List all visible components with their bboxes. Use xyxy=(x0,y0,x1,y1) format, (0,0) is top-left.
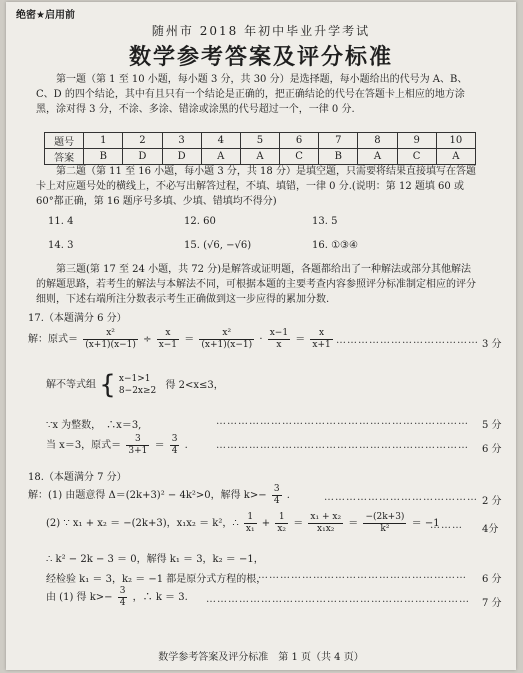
operator: · xyxy=(259,334,263,345)
fill-answer-14: 14. 3 xyxy=(48,240,74,251)
table-cell: B xyxy=(319,149,358,165)
denominator: x₁ xyxy=(245,524,255,534)
line-end: ＝ −1 xyxy=(411,518,440,529)
fill-answer-12: 12. 60 xyxy=(184,216,216,227)
operator: ＝ xyxy=(154,440,165,451)
denominator: x₂ xyxy=(277,524,287,534)
numerator: 1 xyxy=(275,512,288,524)
table-row-answers xyxy=(45,149,476,165)
q17-inequality xyxy=(46,372,224,398)
fraction xyxy=(268,328,290,351)
table-cell: D xyxy=(123,149,162,165)
q18-heading: 18.（本题满分 7 分） xyxy=(28,472,127,483)
numerator: x² xyxy=(199,328,254,340)
dot-leader: …………………………………… xyxy=(324,492,478,503)
dot-leader: …………………………………………………………… xyxy=(216,440,469,451)
line-end: ，∴ k ＝ 3. xyxy=(132,592,188,603)
fraction xyxy=(275,512,288,535)
denominator: 4 xyxy=(171,446,178,456)
q17-line4 xyxy=(46,434,188,457)
brace-icon: { xyxy=(99,370,116,400)
part2-instructions: 第二题（第 11 至 16 小题，每小题 3 分，共 18 分）是填空题，只需要将结果直接填写在答题卡上对应题号处的横线上，不必写出解答过程，不填、填错，一律 0 分.(说明：第 12 题填 60 或 60°都正确，第 16 题序号多填、少填、错填均不得分) xyxy=(36,166,476,207)
numerator: x₁ + x₂ xyxy=(310,512,342,522)
denominator: 4 xyxy=(273,496,280,506)
q18-line5 xyxy=(46,586,188,609)
fill-answer-11: 11. 4 xyxy=(48,216,74,227)
denominator: k² xyxy=(380,524,390,534)
fraction xyxy=(363,512,406,535)
dot-leader: ……………………………………………………………… xyxy=(206,594,470,605)
table-cell: C xyxy=(280,149,319,165)
denominator: (x+1)(x−1) xyxy=(201,340,253,350)
table-cell: D xyxy=(162,149,201,165)
table-cell: 2 xyxy=(123,133,162,149)
table-cell: 7 xyxy=(319,133,358,149)
q18-line2 xyxy=(46,512,440,535)
fraction xyxy=(199,328,254,351)
fraction xyxy=(170,434,180,457)
fraction xyxy=(126,434,149,457)
numerator: x xyxy=(310,328,332,340)
fraction xyxy=(308,512,343,535)
table-row-numbers xyxy=(45,133,476,149)
operator: + xyxy=(261,518,271,529)
dot-leader: ………………………………………………… xyxy=(258,570,467,581)
table-cell: A xyxy=(201,149,240,165)
fill-answer-13: 13. 5 xyxy=(312,216,338,227)
numerator: 3 xyxy=(273,484,280,494)
numerator: x xyxy=(157,328,179,340)
numerator: x² xyxy=(83,328,138,340)
exam-subtitle: 随州市 2018 年初中毕业升学考试 xyxy=(151,24,371,38)
answer-sheet-page xyxy=(6,2,516,670)
q17-line3: ∵x 为整数， ∴x＝3, xyxy=(46,420,142,431)
fill-answer-15: 15. (√6, −√6) xyxy=(184,240,252,251)
fraction xyxy=(244,512,257,535)
score-label: 4分 xyxy=(482,524,499,535)
dot-leader: …………………………………………………………… xyxy=(216,416,469,427)
denominator: x+1 xyxy=(312,340,331,350)
q18-line2-text: (2) ∵ x₁ + x₂ ＝ −(2k+3)，x₁x₂ ＝ k²，∴ xyxy=(46,518,239,529)
page-title: 数学参考答案及评分标准 xyxy=(128,45,393,70)
q18-line5-text: 由 (1) 得 k>− xyxy=(46,592,113,603)
numerator: −(2k+3) xyxy=(365,512,405,522)
table-header-cell: 题号 xyxy=(45,133,84,149)
table-cell: 6 xyxy=(280,133,319,149)
operator: ＝ xyxy=(348,518,359,529)
dot-leader: ……… xyxy=(430,520,463,531)
score-label: 5 分 xyxy=(482,420,502,431)
table-cell: 4 xyxy=(201,133,240,149)
line-end: . xyxy=(184,440,188,451)
q17-line4-prefix: 当 x＝3，原式＝ xyxy=(46,440,122,451)
numerator: 3 xyxy=(126,434,149,446)
fraction xyxy=(83,328,138,351)
denominator: 4 xyxy=(119,598,126,608)
table-cell: 5 xyxy=(240,133,279,149)
denominator: x₁x₂ xyxy=(317,524,335,534)
inequality-system xyxy=(119,373,156,397)
q17-line1 xyxy=(28,328,335,351)
fraction xyxy=(118,586,128,609)
operator: ＝ xyxy=(184,334,195,345)
line-end: . xyxy=(286,490,290,501)
q18-line1 xyxy=(28,484,290,507)
table-cell: 3 xyxy=(162,133,201,149)
score-label: 6 分 xyxy=(482,574,502,585)
table-cell: A xyxy=(358,149,397,165)
page-footer: 数学参考答案及评分标准 第 1 页（共 4 页） xyxy=(158,652,364,663)
operator: ＝ xyxy=(295,334,306,345)
answer-table xyxy=(44,132,476,165)
score-label: 2 分 xyxy=(482,496,502,507)
denominator: (x+1)(x−1) xyxy=(85,340,136,350)
table-cell: A xyxy=(436,149,475,165)
table-cell: 9 xyxy=(397,133,436,149)
numerator: 3 xyxy=(171,434,178,444)
part1-instructions: 第一题（第 1 至 10 小题，每小题 3 分，共 30 分）是选择题，每小题给出的代号为 A、B、C、D 的四个结论，其中有且只有一个结论是正确的，把正确结论的代号在答题卡上相应的地方涂黑，涂对得 3 分，不涂、多涂、错涂或涂黑的代号超过一个，一律 0 分. xyxy=(36,74,468,115)
denominator: 3+1 xyxy=(128,446,148,456)
part3-instructions: 第三题(第 17 至 24 小题，共 72 分)是解答或证明题，各题都给出了一种解法或部分其他解法的解题思路，若考生的解法与本解法不同，可根据本题的主要考查内容参照评分标准制定相应的评分细则，下述右端所注分数表示考生正确做到这一步应得的累加分数. xyxy=(36,264,476,305)
score-label: 7 分 xyxy=(482,598,502,609)
q17-heading: 17.（本题满分 6 分） xyxy=(28,313,127,324)
table-cell: A xyxy=(240,149,279,165)
inequality-a: x−1>1 xyxy=(118,374,151,384)
table-cell: 10 xyxy=(436,133,475,149)
q17-prefix: 解：原式＝ xyxy=(28,334,78,345)
denominator: x xyxy=(276,340,282,350)
numerator: 3 xyxy=(119,586,126,596)
table-header-cell: 答案 xyxy=(45,149,84,165)
operator: ÷ xyxy=(143,334,152,345)
fill-answer-16: 16. ①③④ xyxy=(312,240,358,251)
fraction xyxy=(272,484,282,507)
q18-line1-text: 解：(1) 由题意得 Δ＝(2k+3)² − 4k²>0，解得 k>− xyxy=(28,490,267,501)
score-label: 3 分 xyxy=(482,339,502,350)
inequality-result: 得 2<x≤3， xyxy=(165,379,224,391)
fraction xyxy=(310,328,332,351)
denominator: x−1 xyxy=(158,340,178,350)
ineq-prefix: 解不等式组 xyxy=(46,379,96,391)
numerator: 1 xyxy=(244,512,257,524)
q18-line4: 经检验 k₁ ＝ 3，k₂ ＝ −1 都是原分式方程的根， xyxy=(46,574,267,585)
table-cell: C xyxy=(397,149,436,165)
operator: ＝ xyxy=(293,518,304,529)
table-cell: 1 xyxy=(84,133,123,149)
q18-line3: ∴ k² − 2k − 3 ＝ 0，解得 k₁ ＝ 3，k₂ ＝ −1， xyxy=(46,554,264,565)
dot-leader: ………………………………… xyxy=(336,335,479,346)
score-label: 6 分 xyxy=(482,444,502,455)
table-cell: B xyxy=(84,149,123,165)
confidential-label: 绝密★启用前 xyxy=(16,10,75,21)
table-cell: 8 xyxy=(358,133,397,149)
numerator: x−1 xyxy=(269,328,289,338)
fraction xyxy=(157,328,179,351)
inequality-b: 8−2x≥2 xyxy=(118,386,157,396)
